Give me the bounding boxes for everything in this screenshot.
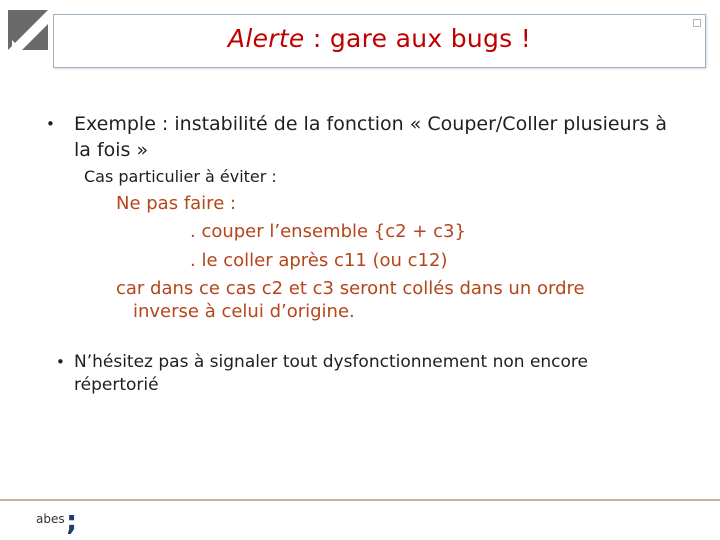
bullet-item-example	[46, 111, 686, 163]
bullet-item-report	[56, 351, 676, 397]
page-title	[228, 24, 531, 53]
bullet-dot-icon: •	[56, 353, 65, 371]
warning-line-4: car dans ce cas c2 et c3 seront collés dans un ordre	[116, 278, 585, 299]
bullet-dot-icon: •	[46, 115, 55, 133]
abes-logo	[36, 504, 96, 538]
corner-logo-icon	[8, 10, 48, 50]
warning-line-2: . couper l’ensemble {c2 + c3}	[190, 221, 466, 242]
warning-line-1: Ne pas faire :	[116, 193, 237, 214]
brand-name: abes	[36, 512, 65, 526]
title-rest: : gare aux bugs !	[304, 23, 532, 53]
title-corner-mark	[693, 19, 701, 27]
title-emphasis: Alerte	[227, 23, 305, 53]
bullet-text: N’hésitez pas à signaler tout dysfonctionnement non encore répertorié	[74, 352, 589, 395]
bullet-text: Exemple : instabilité de la fonction « Couper/Coller plusieurs à la fois »	[74, 113, 667, 161]
sub-heading: Cas particulier à éviter :	[84, 167, 277, 186]
warning-line-3: . le coller après c11 (ou c12)	[190, 250, 448, 271]
brand-semicolon-icon: ;	[66, 504, 78, 537]
footer-divider	[0, 499, 720, 501]
title-box	[53, 14, 706, 68]
warning-line-5: inverse à celui d’origine.	[133, 301, 355, 322]
